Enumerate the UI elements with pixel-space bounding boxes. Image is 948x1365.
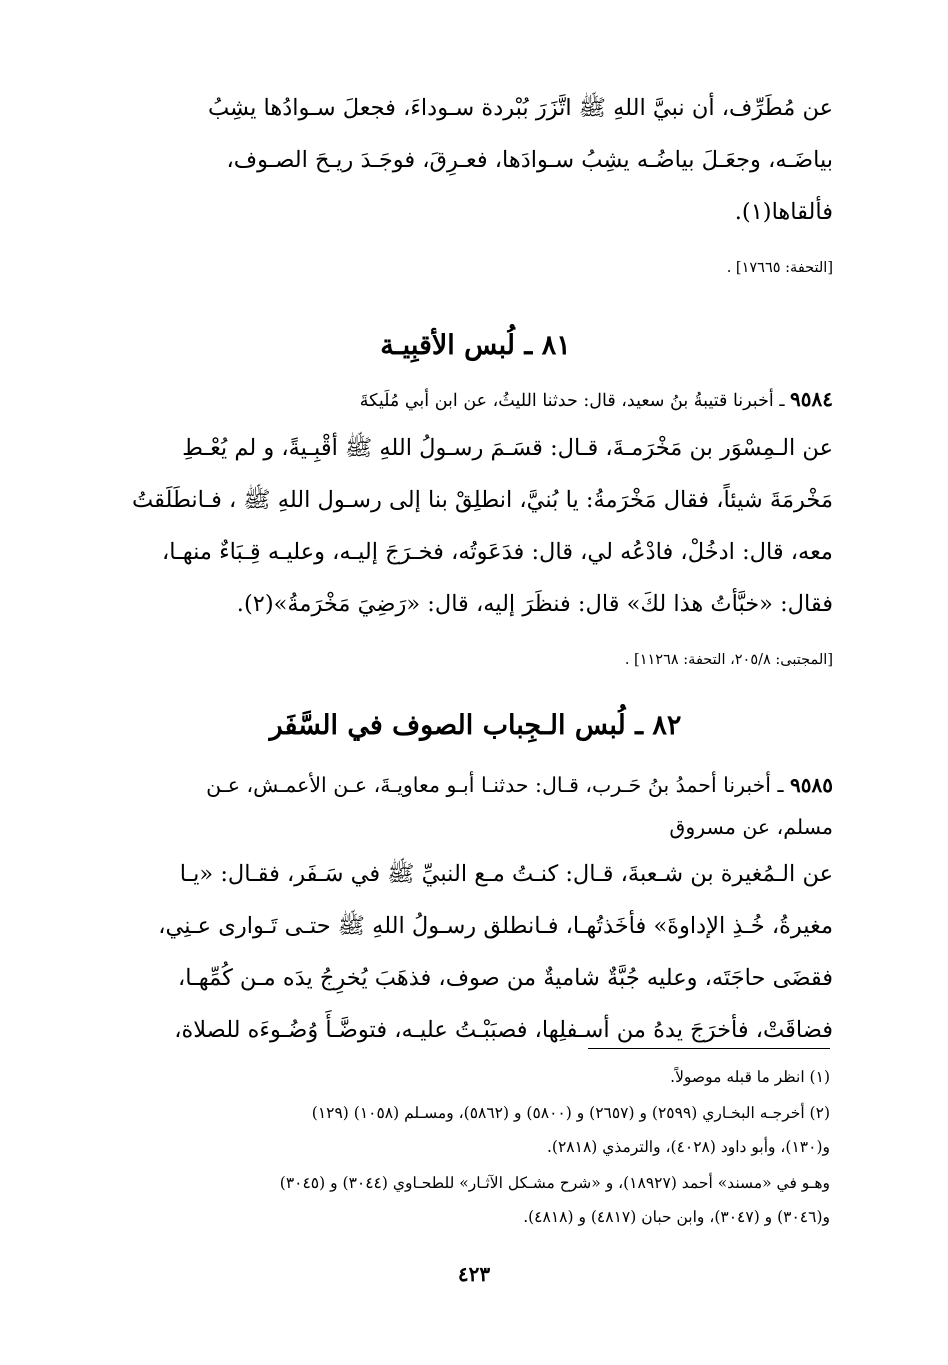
chain-text: مسلم، عن مسروق [669, 815, 833, 839]
footnotes [118, 1060, 830, 1234]
hadith-number: ٩٥٨٤ [790, 387, 833, 411]
hadith-chain [118, 384, 833, 416]
hadith-number: ٩٥٨٥ [790, 773, 833, 797]
text-line: بياضَـه، وجعَـلَ بياضُـه يشِبُ سـوادَها، فعـرِقَ، فوجَـدَ ريـحَ الصـوف، [226, 147, 833, 173]
footnote: و(٣٠٤٦) و (٣٠٤٧)، وابن حبان (٤٨١٧) و (٤٨١٨). [523, 1208, 830, 1226]
hadith-9584 [118, 384, 833, 672]
text-line: مغيرةُ، خُـذِ الإداوةَ» فأخَذتُهـا، فـانطلق رسـولُ اللهِ ﷺ حتـى تَـوارى عـنِي، [158, 913, 833, 939]
chain-text: ـ أخبرنا قتيبةُ بنُ سعيد، قال: حدثنا الليثُ، عن ابن أبي مُلَيكةَ [359, 391, 785, 411]
source-reference: [التحفة: ١٧٦٦٥] . [726, 260, 833, 276]
hadith-9585 [118, 764, 833, 1056]
text-line: مَخْرمَةَ شيئاً، فقال مَخْرَمةُ: يا بُنيَّ، انطلِقْ بنا إلى رسـول اللهِ ﷺ ، فـانطَلَقتُ [132, 487, 833, 513]
text-line: فقال: «خبَّأتُ هذا لكَ» قال: فنظَرَ إليه، قال: «رَضِيَ مَخْرَمةُ»(٢). [236, 591, 833, 617]
text-line: عن الـمِسْوَر بن مَخْرَمـةَ، قـال: قسَـمَ رسـولُ اللهِ ﷺ أقْبِـيةً، و لم يُعْـطِ [182, 435, 833, 461]
text-line: فضاقَتْ، فأخرَجَ يدهُ من أسـفلِها، فصبَبْـتُ عليـه، فتوضَّـأَ وُضُـوءَه للصلاة، [174, 1017, 833, 1043]
chapter-title: ٨١ ـ لُبس الأقبِيـة [380, 330, 571, 361]
footnote: وهـو في «مسند» أحمد (١٨٩٢٧)، و «شرح مشـكل الآثـار» للطحـاوي (٣٠٤٤) و (٣٠٤٥) [279, 1174, 830, 1192]
text-line: عن الـمُغيرة بن شـعبةَ، قـال: كنـتُ مـع النبيِّ ﷺ في سَـفَر، فقـال: «يـا [179, 861, 833, 887]
footnote: و(١٣٠)، وأبو داود (٤٠٢٨)، والترمذي (٢٨١٨). [547, 1138, 830, 1156]
text-line: فألقاها(١). [734, 199, 833, 225]
footnote: (٢) أخرجـه البخـاري (٢٥٩٩) و (٢٦٥٧) و (٥٨٠٠) و (٥٨٦٢)، ومسـلم (١٠٥٨) (١٢٩) [311, 1104, 830, 1122]
chapter-title: ٨٢ ـ لُبس الـجِباب الصوف في السَّفَر [269, 710, 682, 741]
text-line: عن مُطَرِّف، أن نبيَّ اللهِ ﷺ اتَّزَرَ بُبْردة سـوداءَ، فجعلَ سـوادُها يشِبُ [207, 95, 833, 121]
intro-hadith [118, 82, 833, 280]
footnote: (١) انظر ما قبله موصولاً. [670, 1068, 830, 1086]
text-line: فقضَى حاجَتَه، وعليه جُبَّةٌ شاميةٌ من صوف، فذهَبَ يُخرِجُ يدَه مـن كُمِّهـا، [177, 965, 833, 991]
text-line: معه، قال: ادخُلْ، فادْعُه لي، قال: فدَعَوتُه، فخـرَجَ إليـه، وعليـه قِـبَاءٌ منهـا، [162, 539, 833, 565]
hadith-chain [118, 764, 833, 806]
chain-text: ـ أخبرنا أحمدُ بنُ حَـرب، قـال: حدثنـا أبـو معاويـةَ، عـن الأعمـش، عـن [206, 773, 784, 797]
source-reference: [المجتبى: ٢٠٥/٨، التحفة: ١١٢٦٨] . [624, 652, 833, 668]
page-number: ٤٢٣ [457, 1262, 491, 1286]
footnote-divider [588, 1048, 830, 1049]
